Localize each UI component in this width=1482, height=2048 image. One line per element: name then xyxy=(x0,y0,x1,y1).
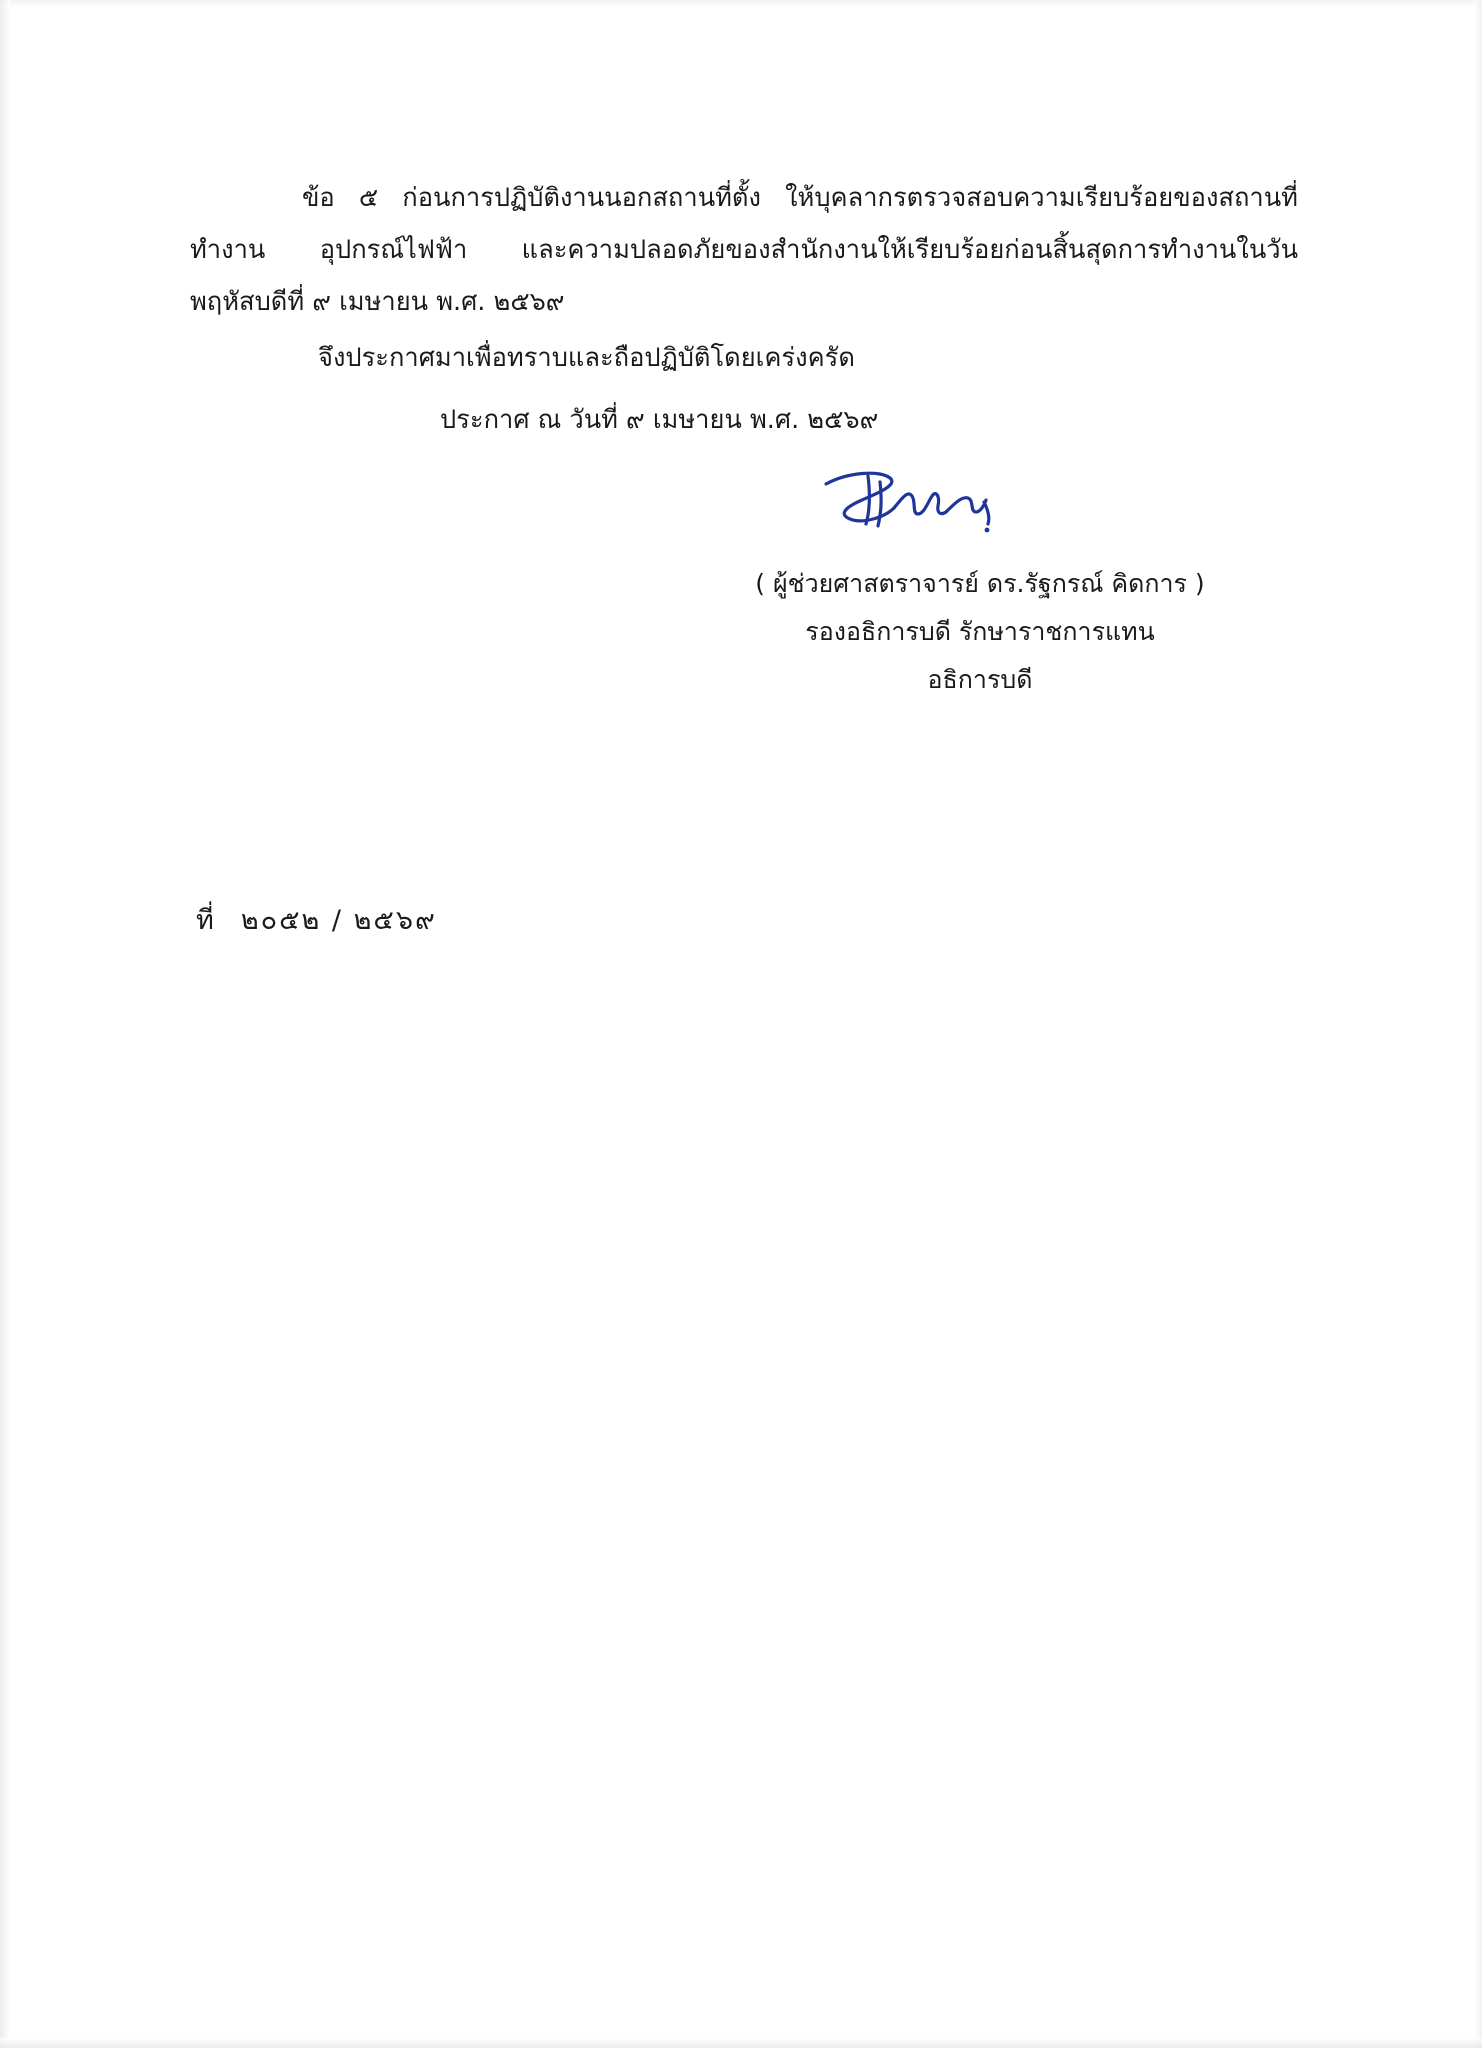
scan-edge-left xyxy=(0,0,10,2048)
clause-paragraph: ข้อ ๕ ก่อนการปฏิบัติงานนอกสถานที่ตั้ง ให้บุคลากรตรวจสอบความเรียบร้อยของสถานที่ทำงาน อุปกรณ์ไฟฟ้า และความปลอดภัยของสำนักงานให้เรียบร้อยก่อนสิ้นสุดการทำงานในวันพฤหัสบดีที่ ๙ เมษายน พ.ศ. ๒๕๖๙ xyxy=(190,183,1298,317)
notice-line: จึงประกาศมาเพื่อทราบและถือปฏิบัติโดยเคร่งครัด xyxy=(318,343,855,373)
signer-name: ( ผู้ช่วยศาสตราจารย์ ดร.รัฐกรณ์ คิดการ ) xyxy=(755,569,1205,598)
announcement-date: ประกาศ ณ วันที่ ๙ เมษายน พ.ศ. ๒๕๖๙ xyxy=(440,405,879,435)
scan-edge-right xyxy=(1474,0,1482,2048)
signature-mark xyxy=(700,470,1260,560)
scan-edge-top xyxy=(0,0,1482,8)
signer-position-line-1: รองอธิการบดี รักษาราชการแทน xyxy=(805,617,1155,646)
signer-position-line-2: อธิการบดี xyxy=(927,665,1033,694)
reference-label: ที่ xyxy=(196,905,215,936)
reference-value: ๒๐๕๒ / ๒๕๖๙ xyxy=(240,905,437,936)
signature-block xyxy=(700,470,1260,704)
document-reference-number xyxy=(196,898,437,941)
scan-edge-bottom xyxy=(0,2038,1482,2048)
document-body xyxy=(190,172,1298,446)
